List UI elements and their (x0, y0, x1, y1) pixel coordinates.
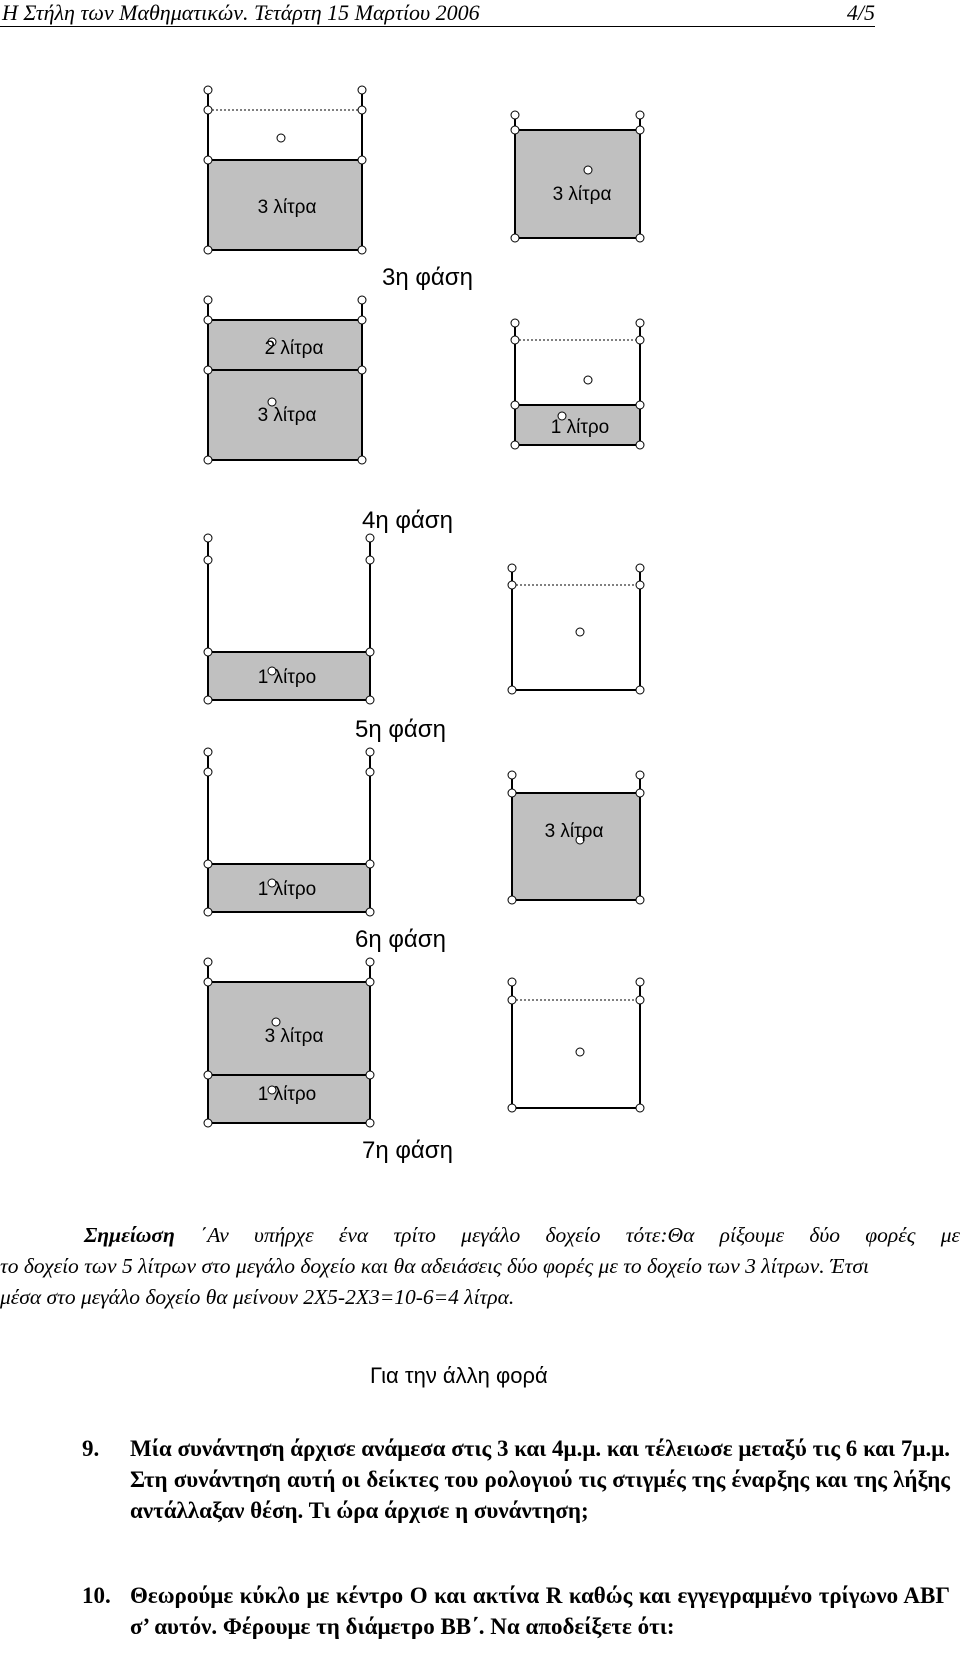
big-container-phase3 (204, 86, 366, 254)
small-container-phase6 (508, 771, 644, 904)
phase-label-5: 5η φάση (355, 716, 446, 743)
problem-number: 10. (82, 1583, 111, 1608)
water-label: 1 λίτρο (257, 879, 317, 900)
small-container-phase4 (511, 319, 644, 449)
section-heading-next-time: Για την άλλη φορά (370, 1363, 548, 1388)
water-label: 3 λίτρα (257, 197, 317, 218)
note-paragraph (0, 1220, 960, 1313)
small-container-phase3 (511, 111, 644, 242)
big-container-phase6 (204, 748, 374, 916)
small-container-phase5 (508, 564, 644, 694)
big-container-phase7 (204, 958, 374, 1127)
phase-label-4: 4η φάση (362, 507, 453, 534)
water-label: 3 λίτρα (264, 1026, 324, 1047)
phase-label-7: 7η φάση (362, 1137, 453, 1164)
note-label: Σημείωση (84, 1223, 201, 1247)
note-text-rest: το δοχείο των 5 λίτρων στο μεγάλο δοχείο και θα αδειάσεις δύο φορές με το δοχείο των 3 λίτρων. Έτσι μέσα στο μεγάλο δοχείο θα μείνουν 2Χ5-2Χ3=10-6=4 λίτρα. (0, 1254, 869, 1309)
water-label: 1 λίτρο (257, 667, 317, 688)
big-container-phase4 (204, 296, 366, 464)
water-label: 3 λίτρα (544, 821, 604, 842)
big-container-phase5 (204, 534, 374, 704)
water-label: 3 λίτρα (552, 184, 612, 205)
note-text-first: ΄Αν υπήρχε ένα τρίτο μεγάλο δοχείο τότε:Θα ρίξουμε δύο φορές με (200, 1223, 960, 1247)
water-label: 1 λίτρο (257, 1084, 317, 1105)
small-container-phase7 (508, 978, 644, 1112)
header-title: Η Στήλη των Μαθηματικών. Τετάρτη 15 Μαρτίου 2006 (2, 0, 480, 25)
problem-text: Μία συνάντηση άρχισε ανάμεσα στις 3 και 4μ.μ. και τέλειωσε μεταξύ τις 6 και 7μ.μ. Στη συνάντηση αυτή οι δείκτες του ρολογιού τις στιγμές της έναρξης και της λήξης αντάλλαξαν θέση. Τι ώρα άρχισε η συνάντηση; (130, 1436, 950, 1523)
problem-number: 9. (82, 1436, 100, 1461)
water-label: 1 λίτρο (550, 417, 610, 438)
phase-label-6: 6η φάση (355, 926, 446, 953)
problem-text: Θεωρούμε κύκλο με κέντρο Ο και ακτίνα R καθώς και εγγεγραμμένο τρίγωνο ΑΒΓ σ’ αυτόν. Φέρουμε τη διάμετρο ΒΒ΄. Να αποδείξετε ότι: (130, 1583, 950, 1639)
phase-label-3: 3η φάση (382, 264, 473, 291)
water-label: 2 λίτρα (264, 338, 324, 359)
water-label: 3 λίτρα (257, 405, 317, 426)
page-number: 4/5 (846, 0, 875, 25)
